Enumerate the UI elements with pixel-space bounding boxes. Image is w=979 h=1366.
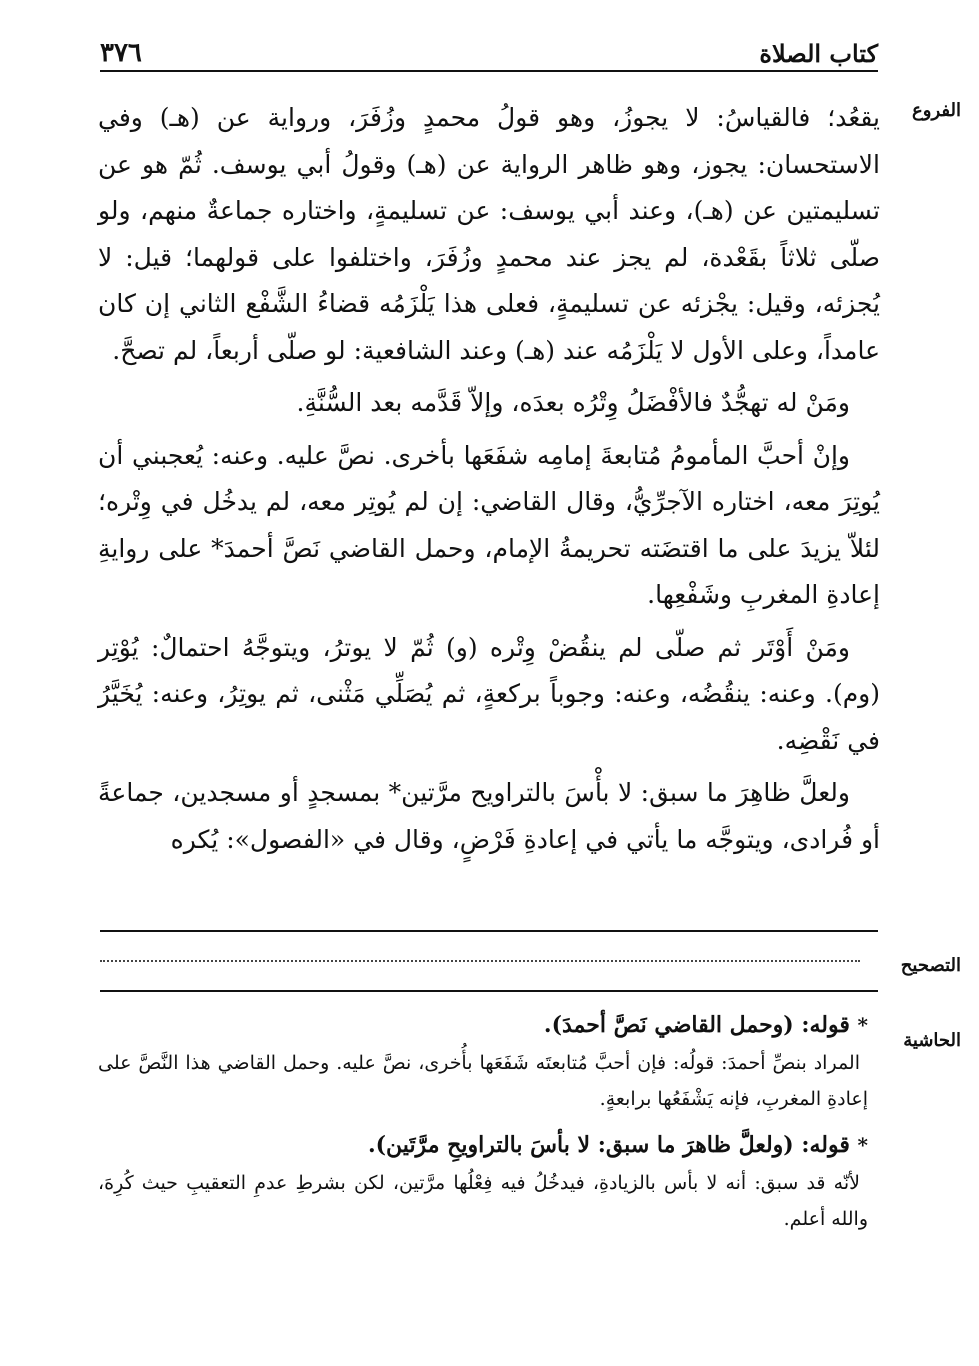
note-body: لأنّه قد سبق: أنه لا بأس بالزيادةِ، فيدخُلُ فيه فِعْلُها مرَّتين، لكن بشرطِ عدمِ التعقيبِ حيث كُرِهَ، والله أعلم. bbox=[98, 1172, 868, 1230]
tasheeh-dotted-line bbox=[100, 960, 860, 962]
main-paragraph: ومَنْ له تهجُّدٌ فالأفْضَلُ وِتْرُه بعدَه، وإلاّ قَدَّمه بعد السُّنَّةِ. bbox=[296, 388, 850, 417]
side-label-furu: الفروع bbox=[912, 100, 961, 121]
main-paragraph: وإنْ أحبَّ المأمومُ مُتابعةَ إمامِه شفَعَها بأخرى. نصَّ عليه. وعنه: يُعجبني أن يُوتِرَ معه، اختاره الآجرِّيُّ، وقال القاضي: إن لم يُوتِر معه، لم يدخُل في وِتْره؛ لئلاّ يزيدَ على ما اقتضَته تحريمةُ الإمام، وحمل القاضي نَصَّ أحمدَ* على روايةِ إعادةِ المغربِ وشَفْعِها. bbox=[98, 440, 880, 609]
hashiya-notes bbox=[98, 1005, 868, 1245]
side-label-tasheeh: التصحيح bbox=[900, 955, 961, 976]
footnote-separator bbox=[100, 990, 878, 992]
note-heading-text: قوله: (وحمل القاضي نَصَّ أحمدَ). bbox=[543, 1012, 850, 1038]
asterisk-marker: * bbox=[857, 1133, 868, 1157]
side-label-hashiya: الحاشية bbox=[903, 1030, 961, 1051]
page-header bbox=[100, 28, 878, 68]
main-end-rule bbox=[100, 930, 878, 932]
running-title: كتاب الصلاة bbox=[759, 39, 878, 68]
header-rule bbox=[100, 70, 878, 72]
main-text bbox=[98, 95, 880, 869]
page-number: ٣٧٦ bbox=[100, 38, 142, 68]
note-heading bbox=[98, 1005, 868, 1045]
asterisk-marker: * bbox=[857, 1013, 868, 1037]
main-paragraph: ولعلَّ ظاهِرَ ما سبق: لا بأْسَ بالتراويح مرَّتين* بمسجدٍ أو مسجدين، جماعةً أو فُرادى، ويتوجَّه ما يأتي في إعادةِ فَرْضٍ، وقال في «الفصول»: يُكره bbox=[98, 778, 880, 854]
main-paragraph: ومَنْ أَوْتَر ثم صلّى لم ينقُضْ وِتْره (و) ثُمّ لا يوترُ، ويتوجَّهُ احتمالٌ: يُوْتِر (وم). وعنه: ينقُضُه، وعنه: وجوباً بركعةٍ، ثم يُصَلِّي مَثْنى، ثم يوتِرُ، وعنه: يُخَيَّرُ في نَقْضِه. bbox=[98, 632, 880, 755]
note-heading-text: قوله: (ولعلَّ ظاهرَ ما سبق: لا بأسَ بالتراويحِ مرَّتَين). bbox=[367, 1132, 850, 1158]
main-paragraph: يقعُد؛ فالقياسُ: لا يجوزُ، وهو قولُ محمدٍ وزُفَرَ، ورواية عن (هـ) وفي الاستحسان: يجوز، وهو ظاهر الرواية عن (هـ) وقولُ أبي يوسف. ثُمّ هو عن تسليمتين عن (هـ)، وعند أبي يوسف: عن تسليمةٍ، واختاره جماعةٌ منهم، ولو صلّى ثلاثاً بقَعْدة، لم يجز عند محمدٍ وزُفَرَ، واختلفوا على قولهما؛ قيل: لا يُجزئه، وقيل: يجْزئه عن تسليمةٍ، فعلى هذا يَلْزَمُه قضاءُ الشَّفْع الثاني إن كان عامداً، وعلى الأول لا يَلْزَمُه عند (هـ) وعند الشافعية: لو صلّى أربعاً، لم تصحَّ. bbox=[98, 103, 880, 365]
note-heading bbox=[98, 1125, 868, 1165]
note-body: المراد بنصِّ أحمدَ: قولُه: فإن أحبَّ مُتابعتَه شَفَعَها بأُخرى، نصَّ عليه. وحمل القاضي هذا النَّصَّ على إعادةِ المغربِ، فإنه يَشْفَعُها برابعةٍ. bbox=[98, 1052, 868, 1110]
